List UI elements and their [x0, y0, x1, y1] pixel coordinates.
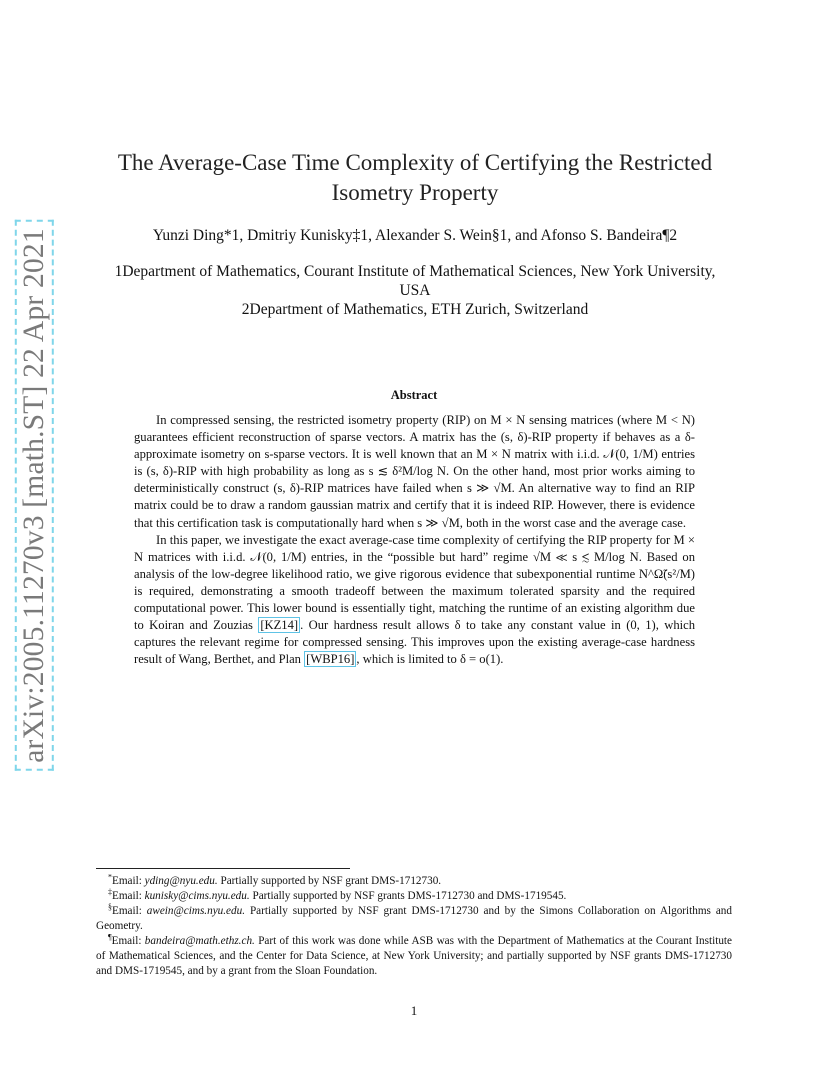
- footnote-3-email: awein@cims.nyu.edu.: [146, 905, 245, 917]
- footnote-1-text: Partially supported by NSF grant DMS-1712730.: [220, 875, 442, 887]
- footnote-1: [96, 874, 732, 889]
- abstract-paragraph-2-text-b: . Our hardness result allows δ to take any constant value in (0, 1), which captures the relevant regime for compressed sensing. This improves upon the existing average-case hardness result of Wang, Berthet, and Plan: [134, 618, 695, 667]
- footnote-1-label: Email:: [112, 875, 142, 887]
- footnote-2-email: kunisky@cims.nyu.edu.: [144, 890, 250, 902]
- footnote-4-label: Email:: [111, 935, 142, 947]
- abstract-body: [134, 412, 695, 668]
- abstract-paragraph-1: In compressed sensing, the restricted isometry property (RIP) on M × N sensing matrices (where M < N) guarantees efficient reconstruction of sparse vectors. A matrix has the (s, δ)-RIP property if behaves as a δ-approximate isometry on s-sparse vectors. It is well known that an M × N matrix with i.i.d. 𝒩(0, 1/M) entries is (s, δ)-RIP with high probability as long as s ≲ δ²M/log N. On the other hand, most prior works aiming to deterministically construct (s, δ)-RIP matrices have failed when s ≫ √M. An alternative way to find an RIP matrix could be to draw a random gaussian matrix and certify that it is indeed RIP. However, there is evidence that this certification task is computationally hard when s ≫ √M, both in the worst case and the average case.: [134, 413, 695, 530]
- footnote-3: [96, 904, 732, 934]
- author-list: Yunzi Ding*1, Dmitriy Kunisky‡1, Alexander S. Wein§1, and Afonso S. Bandeira¶2: [152, 227, 678, 244]
- citation-link-kz14[interactable]: [KZ14]: [260, 618, 299, 633]
- abstract-paragraph-2: [134, 532, 695, 669]
- footnote-3-label: Email:: [112, 905, 142, 917]
- footnote-1-email: yding@nyu.edu.: [144, 875, 218, 887]
- abstract-heading: Abstract: [390, 388, 438, 402]
- footnote-2: [96, 889, 732, 904]
- citation-link-wbp16[interactable]: [WBP16]: [306, 652, 355, 667]
- footnote-2-text: Partially supported by NSF grants DMS-1712730 and DMS-1719545.: [252, 890, 567, 902]
- page-number: 1: [410, 1003, 418, 1018]
- footnote-4-mark: ¶: [108, 932, 112, 942]
- abstract-paragraph-2-text-a: In this paper, we investigate the exact average-case time complexity of certifying the RIP property for M × N matrices with i.i.d. 𝒩(0, 1/M) entries, in the “possible but hard” regime √M ≪ s ≲ M/log N. Based on analysis of the low-degree likelihood ratio, we give rigorous evidence that subexponential runtime N^Ω̃(s²/M) is required, demonstrating a smooth tradeoff between the maximum tolerated sparsity and the required computational power. This lower bound is essentially tight, matching the runtime of an existing algorithm due to Koiran and Zouzias: [134, 532, 695, 633]
- abstract-paragraph-2-text-c: , which is limited to δ = o(1).: [356, 652, 504, 667]
- affiliation-2: 2Department of Mathematics, ETH Zurich, Switzerland: [241, 301, 589, 318]
- footnote-4-text: Part of this work was done while ASB was with the Department of Mathematics at the Courant Institute of Mathematical Sciences, and the Center for Data Science, at New York University; and partially supported by NSF grants DMS-1712730 and DMS-1719545, and by a grant from the Sloan Foundation.: [96, 935, 732, 977]
- footnote-3-text: Partially supported by NSF grant DMS-1712730 and by the Simons Collaboration on Algorithms and Geometry.: [96, 905, 732, 932]
- paper-title: The Average-Case Time Complexity of Certifying the Restricted Isometry Property: [117, 150, 713, 205]
- footnotes: [96, 874, 732, 979]
- arxiv-identifier-stamp[interactable]: [12, 227, 56, 763]
- footnote-1-mark: *: [108, 872, 112, 882]
- footnote-2-label: Email:: [112, 890, 142, 902]
- footnote-3-mark: §: [108, 902, 112, 912]
- footnote-4-email: bandeira@math.ethz.ch.: [144, 935, 255, 947]
- affiliation-1: 1Department of Mathematics, Courant Institute of Mathematical Sciences, New York University, USA: [114, 263, 716, 299]
- footnote-divider: [96, 868, 350, 869]
- arxiv-identifier-text[interactable]: arXiv:2005.11270v3 [math.ST] 22 Apr 2021: [15, 220, 54, 771]
- footnote-2-mark: ‡: [108, 887, 112, 897]
- footnote-4: [96, 934, 732, 979]
